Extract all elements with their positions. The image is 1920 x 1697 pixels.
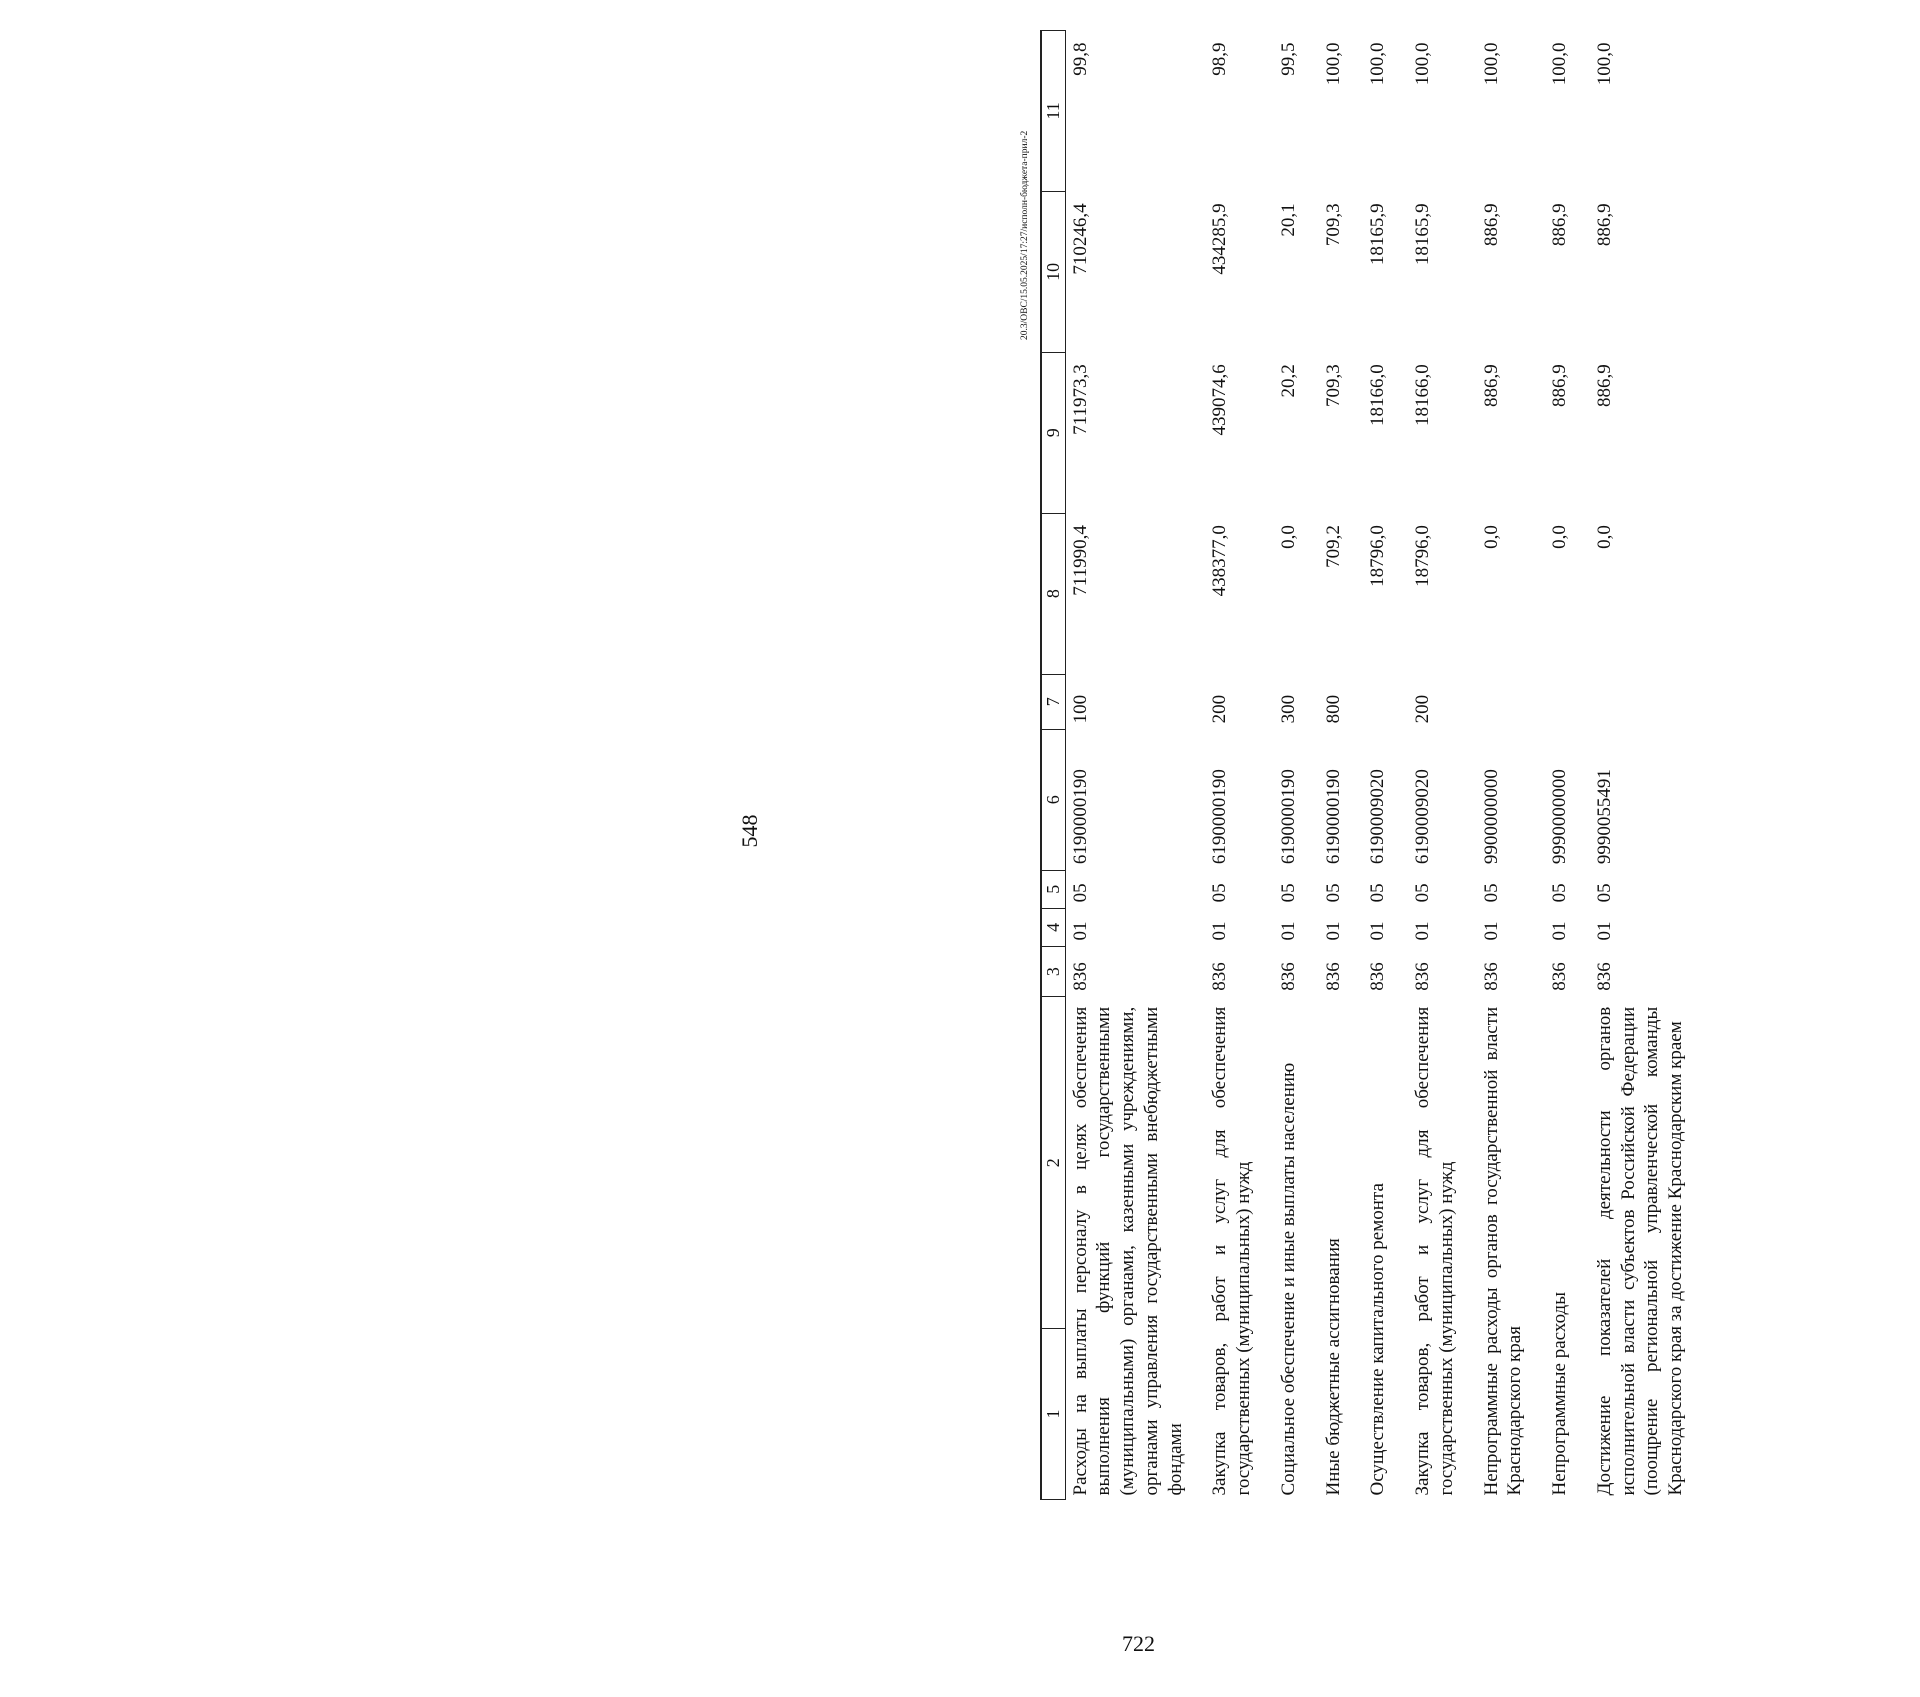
cell-col-3: 836 [1069,962,1091,991]
column-header-11: 11 [1041,31,1065,192]
cell-col-9: 18166,0 [1367,364,1389,427]
cell-col-10: 886,9 [1549,203,1570,247]
cell-col-9: 20,2 [1277,364,1299,398]
cell-col-3: 836 [1322,962,1344,991]
corner-page-number: 722 [1122,1631,1155,1656]
cell-col-5: 05 [1593,883,1615,903]
cell-col-10: 18165,9 [1412,203,1433,266]
row-description: Социальное обеспечение и иные выплаты населению [1277,1062,1299,1496]
cell-col-3: 836 [1367,962,1389,991]
cell-col-9: 709,3 [1322,364,1344,408]
cell-col-9: 886,9 [1593,364,1615,408]
cell-col-10: 434285,9 [1209,203,1231,275]
cell-col-6: 9990055491 [1593,769,1615,865]
column-header-9: 9 [1041,352,1065,513]
row-description: Осуществление капитального ремонта [1367,1183,1389,1496]
cell-col-7 [1477,674,1546,729]
cell-col-4: 01 [1480,921,1502,941]
cell-col-3: 836 [1209,962,1231,991]
table-row [1065,31,1205,1500]
cell-col-9: 886,9 [1480,364,1502,408]
column-header-4: 4 [1041,908,1065,946]
column-header-8: 8 [1041,513,1065,674]
table-row [1319,31,1364,1500]
cell-col-5: 05 [1322,883,1344,903]
cell-col-8: 709,2 [1322,525,1344,568]
cell-col-6: 9990000000 [1549,769,1570,865]
cell-col-8: 0,0 [1549,525,1570,549]
cell-col-8: 711990,4 [1069,525,1091,596]
cell-col-5: 05 [1277,883,1299,903]
cell-col-7 [1545,674,1590,729]
cell-col-4: 01 [1593,921,1615,941]
cell-col-4: 01 [1209,921,1231,941]
cell-col-10: 18165,9 [1367,203,1389,266]
column-header-2: 2 [1041,997,1065,1329]
cell-col-7 [1590,674,1706,729]
cell-col-3: 836 [1549,962,1570,991]
budget-table-sheet [1040,30,1920,1500]
cell-col-8: 18796,0 [1412,525,1433,587]
cell-col-9: 18166,0 [1412,364,1433,427]
column-header-10: 10 [1041,191,1065,352]
cell-col-7 [1363,674,1408,729]
column-header-1: 1 [1041,1329,1065,1500]
cell-col-8: 18796,0 [1367,525,1389,587]
cell-col-9: 886,9 [1549,364,1570,408]
column-header-6: 6 [1041,729,1065,870]
table-row [1274,31,1319,1500]
cell-col-11: 100,0 [1549,42,1570,86]
column-header-3: 3 [1041,947,1065,997]
cell-col-5: 05 [1367,883,1389,903]
cell-col-3: 836 [1593,962,1615,991]
cell-col-11: 100,0 [1593,42,1615,86]
cell-col-11: 98,9 [1209,42,1231,76]
cell-col-8: 0,0 [1277,525,1299,549]
row-description: Непрограммные расходы [1549,1292,1570,1496]
cell-col-4: 01 [1069,921,1091,941]
cell-col-6: 6190000190 [1277,769,1299,865]
cell-col-7: 200 [1209,694,1231,724]
cell-col-6: 6190000190 [1069,769,1091,865]
cell-col-9: 711973,3 [1069,364,1091,435]
cell-col-7: 300 [1277,694,1299,724]
file-stamp: 20.3/ОВС/15.05.2025/17:27/исполн-бюджета-прил-2 [1020,130,1030,340]
cell-col-6: 6190000190 [1322,769,1344,865]
cell-col-4: 01 [1412,921,1433,941]
cell-col-5: 05 [1209,883,1231,903]
cell-col-4: 01 [1549,921,1570,941]
cell-col-10: 709,3 [1322,203,1344,247]
cell-col-6: 6190009020 [1412,769,1433,865]
table-row [1408,31,1477,1500]
cell-col-5: 05 [1549,883,1570,903]
table-header-row [1041,31,1065,1500]
cell-col-9: 439074,6 [1209,364,1231,436]
cell-col-6: 6190009020 [1367,769,1389,865]
cell-col-11: 99,5 [1277,42,1299,76]
cell-col-3: 836 [1277,962,1299,991]
row-description: Закупка товаров, работ и услуг для обеспечения государственных (муниципальных) нужд [1209,1006,1254,1496]
table-row [1205,31,1274,1500]
table-row [1590,31,1706,1500]
row-description: Расходы на выплаты персоналу в целях обеспечения выполнения функций государственными (муниципальными) органами, казенными учреждениями, органами управления государственными внебюджетными фондами [1069,1006,1186,1496]
table-row [1363,31,1408,1500]
cell-col-8: 438377,0 [1209,525,1231,597]
cell-col-11: 100,0 [1412,42,1433,86]
row-description: Закупка товаров, работ и услуг для обеспечения государственных (муниципальных) нужд [1412,1006,1457,1496]
cell-col-11: 100,0 [1322,42,1344,86]
cell-col-5: 05 [1069,883,1091,903]
row-description: Непрограммные расходы органов государственной власти Краснодарского края [1480,1006,1526,1496]
cell-col-3: 836 [1480,962,1502,991]
cell-col-5: 05 [1480,883,1502,903]
cell-col-10: 886,9 [1593,203,1615,247]
row-description: Иные бюджетные ассигнования [1322,1238,1344,1496]
cell-col-7: 200 [1412,694,1433,724]
cell-col-10: 886,9 [1480,203,1502,247]
cell-col-10: 710246,4 [1069,203,1091,275]
row-description: Достижение показателей деятельности органов исполнительной власти субъектов Российской Федерации (поощрение региональной управленческой команды Краснодарского края за достижение Краснодарским краем [1593,1006,1686,1496]
cell-col-10: 20,1 [1277,203,1299,237]
cell-col-3: 836 [1412,962,1433,991]
cell-col-7: 800 [1322,694,1344,724]
cell-col-6: 9900000000 [1480,769,1502,865]
cell-col-4: 01 [1277,921,1299,941]
cell-col-11: 100,0 [1367,42,1389,86]
cell-col-11: 99,8 [1069,42,1091,76]
cell-col-6: 6190000190 [1209,769,1231,865]
cell-col-8: 0,0 [1593,525,1615,549]
cell-col-8: 0,0 [1480,525,1502,549]
cell-col-5: 05 [1412,883,1433,903]
column-header-5: 5 [1041,870,1065,908]
page-number: 548 [737,814,762,848]
table-row [1545,31,1590,1500]
cell-col-11: 100,0 [1480,42,1502,86]
cell-col-7: 100 [1069,694,1091,724]
cell-col-4: 01 [1367,921,1389,941]
cell-col-4: 01 [1322,921,1344,941]
budget-table [1040,30,1706,1500]
table-body [1065,31,1706,1500]
table-row [1477,31,1546,1500]
column-header-7: 7 [1041,674,1065,729]
